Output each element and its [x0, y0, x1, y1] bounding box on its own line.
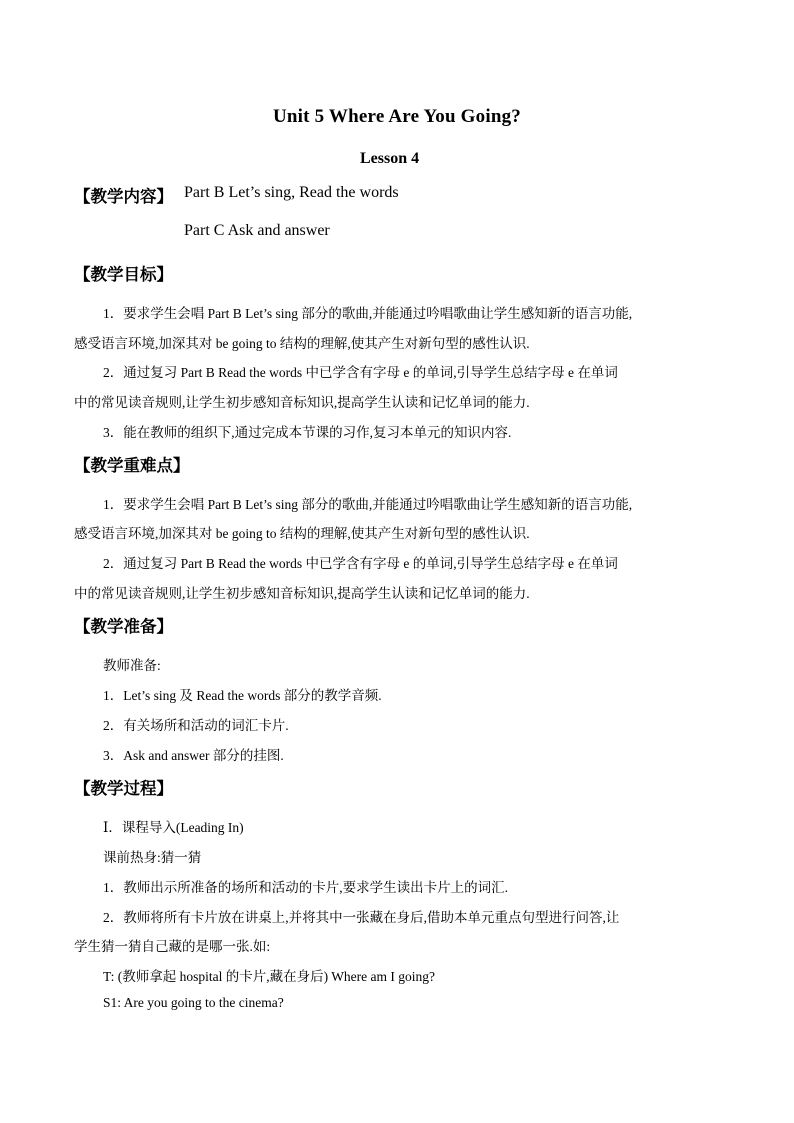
preparation-intro: 教师准备:	[103, 658, 161, 673]
keypoint-1-line-b: 感受语言环境,加深其对 be going to 结构的理解,使其产生对新句型的感性认识.	[74, 526, 530, 541]
objective-2-line-b: 中的常见读音规则,让学生初步感知音标知识,提高学生认读和记忆单词的能力.	[74, 395, 530, 410]
preparation-heading: 【教学准备】	[74, 617, 173, 636]
process-warmup: 课前热身:猜一猜	[103, 850, 202, 865]
document-title: Unit 5 Where Are You Going?	[272, 106, 522, 127]
process-item-2-line-b: 学生猜一猜自己藏的是哪一张.如:	[74, 939, 271, 954]
preparation-item-3: 3．Ask and answer 部分的挂图.	[103, 748, 284, 763]
objective-2-line-a: 2．通过复习 Part B Read the words 中已学含有字母 e 的单词,引导学生总结字母 e 在单词	[103, 365, 618, 380]
process-item-1: 1．教师出示所准备的场所和活动的卡片,要求学生读出卡片上的词汇.	[103, 880, 508, 895]
content-heading: 【教学内容】	[74, 187, 173, 206]
dialog-teacher: T: (教师拿起 hospital 的卡片,藏在身后) Where am I going?	[103, 969, 436, 984]
process-item-2-line-a: 2．教师将所有卡片放在讲桌上,并将其中一张藏在身后,借助本单元重点句型进行问答,让	[103, 910, 620, 925]
process-heading: 【教学过程】	[74, 779, 173, 798]
keypoint-2-line-b: 中的常见读音规则,让学生初步感知音标知识,提高学生认读和记忆单词的能力.	[74, 586, 530, 601]
preparation-item-2: 2．有关场所和活动的词汇卡片.	[103, 718, 289, 733]
process-step-1: Ⅰ．课程导入(Leading In)	[103, 820, 244, 835]
keypoint-1-line-a: 1．要求学生会唱 Part B Let’s sing 部分的歌曲,并能通过吟唱歌曲让学生感知新的语言功能,	[103, 497, 633, 512]
objectives-heading: 【教学目标】	[74, 265, 173, 284]
content-line-1: Part B Let’s sing, Read the words	[184, 184, 399, 201]
keypoints-heading: 【教学重难点】	[74, 456, 190, 475]
dialog-student-1: S1: Are you going to the cinema?	[103, 995, 284, 1010]
keypoint-2-line-a: 2．通过复习 Part B Read the words 中已学含有字母 e 的单词,引导学生总结字母 e 在单词	[103, 556, 618, 571]
lesson-heading: Lesson 4	[360, 150, 420, 167]
objective-1-line-b: 感受语言环境,加深其对 be going to 结构的理解,使其产生对新句型的感性认识.	[74, 336, 530, 351]
content-line-2: Part C Ask and answer	[184, 222, 330, 239]
objective-3: 3．能在教师的组织下,通过完成本节课的习作,复习本单元的知识内容.	[103, 425, 512, 440]
preparation-item-1: 1．Let’s sing 及 Read the words 部分的教学音频.	[103, 688, 382, 703]
objective-1-line-a: 1．要求学生会唱 Part B Let’s sing 部分的歌曲,并能通过吟唱歌曲让学生感知新的语言功能,	[103, 306, 633, 321]
